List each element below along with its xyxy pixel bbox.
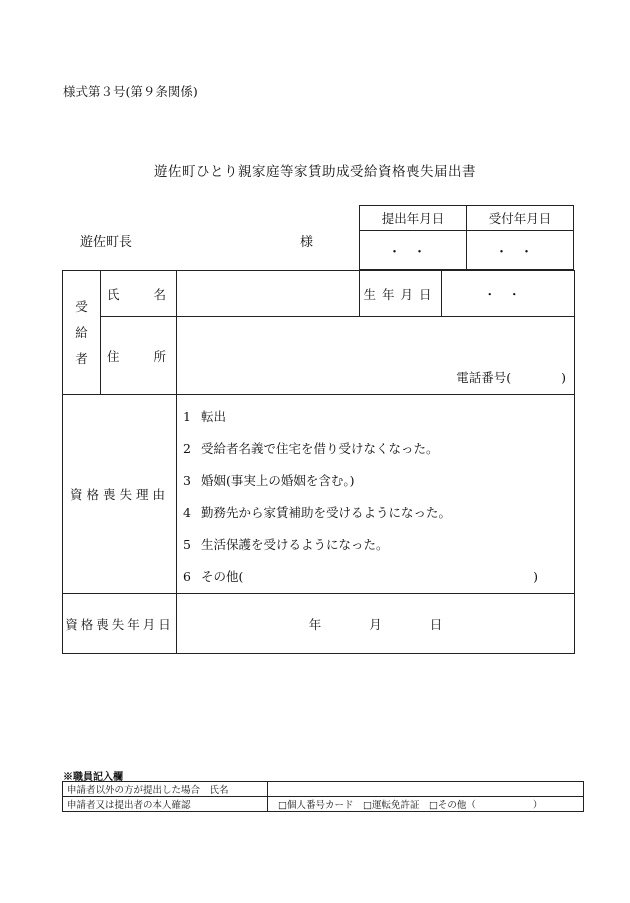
recipient-label-char-1: 受 (75, 298, 88, 314)
reason-item-other[interactable] (183, 561, 566, 593)
reception-date-field[interactable]: ・・ (467, 231, 574, 270)
address-label (101, 317, 177, 395)
reason-item[interactable] (183, 497, 566, 529)
phone-line (177, 368, 574, 394)
staff-table (62, 781, 584, 812)
identity-check-options[interactable]: □個人番号カード □運転免許証 □その他（ ） (268, 797, 584, 812)
recipient-form (62, 270, 575, 654)
day-label: 日 (429, 616, 443, 632)
form-number: 様式第３号(第９条関係) (63, 84, 198, 99)
reason-text: 生活保護を受けるようになった。 (201, 537, 389, 552)
birthdate-label: 生年月日 (360, 271, 442, 317)
recipient-label-char-3: 者 (75, 350, 88, 366)
reason-number: 3 (183, 473, 191, 488)
date-table (359, 205, 574, 270)
address-label-char-2: 所 (153, 348, 166, 364)
address-label-char-1: 住 (107, 348, 120, 364)
loss-date-field[interactable] (177, 594, 575, 654)
reason-number: 5 (183, 537, 191, 552)
reception-date-label: 受付年月日 (467, 206, 574, 231)
reason-text: 転出 (201, 409, 227, 424)
addressee: 遊佐町長 (80, 235, 133, 250)
submission-date-label: 提出年月日 (360, 206, 467, 231)
honorific: 様 (300, 235, 314, 250)
reason-number: 4 (183, 505, 191, 520)
reason-text: 勤務先から家賃補助を受けるようになった。 (201, 505, 452, 520)
loss-date-label: 資格喪失年月日 (63, 594, 177, 654)
reason-list (177, 395, 575, 594)
address-field[interactable] (177, 317, 575, 395)
reason-item[interactable] (183, 401, 566, 433)
submission-date-field[interactable]: ・・ (360, 231, 467, 270)
phone-close-paren: ) (561, 370, 566, 385)
recipient-label-char-2: 給 (75, 324, 88, 340)
reason-text: その他( (201, 569, 244, 584)
reason-text: 受給者名義で住宅を借り受けなくなった。 (201, 441, 439, 456)
month-label: 月 (369, 616, 382, 632)
name-label-char-1: 氏 (107, 286, 120, 302)
reason-number: 6 (183, 569, 191, 584)
name-field[interactable] (177, 271, 360, 317)
phone-label: 電話番号( (456, 370, 512, 385)
reason-item[interactable] (183, 465, 566, 497)
name-label-char-2: 名 (153, 286, 166, 302)
reason-number: 2 (183, 441, 191, 456)
proxy-name-field[interactable] (268, 782, 584, 797)
staff-section-title: ※職員記入欄 (63, 772, 123, 783)
other-close-paren: ) (533, 569, 538, 584)
reason-item[interactable] (183, 433, 566, 465)
reason-item[interactable] (183, 529, 566, 561)
reason-number: 1 (183, 409, 191, 424)
name-label (101, 271, 177, 317)
reason-text: 婚姻(事実上の婚姻を含む。) (201, 473, 355, 488)
year-label: 年 (308, 616, 322, 632)
birthdate-field[interactable]: ・・ (442, 271, 575, 317)
identity-check-label: 申請者又は提出者の本人確認 (63, 797, 268, 812)
reason-label: 資格喪失理由 (63, 395, 177, 594)
proxy-name-label: 申請者以外の方が提出した場合 氏名 (63, 782, 268, 797)
document-title: 遊佐町ひとり親家庭等家賃助成受給資格喪失届出書 (154, 164, 476, 180)
recipient-section-label (63, 271, 101, 395)
